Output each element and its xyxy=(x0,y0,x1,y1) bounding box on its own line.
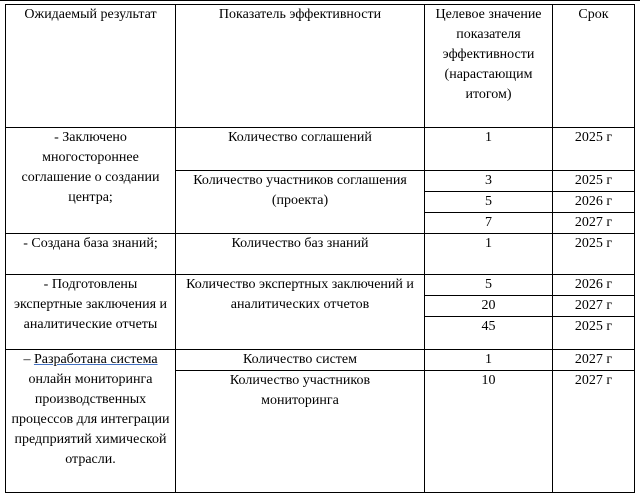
indicator-cell: Количество экспертных заключений и аналитических отчетов xyxy=(176,275,425,350)
term-cell: 2025 г xyxy=(553,234,635,275)
result-cell: - Создана база знаний; xyxy=(6,234,176,275)
value-cell: 20 xyxy=(425,296,553,317)
header-deadline: Срок xyxy=(553,5,635,128)
term-cell: 2027 г xyxy=(553,213,635,234)
result-cell: - Подготовлены экспертные заключения и аналитические отчеты xyxy=(6,275,176,350)
value-cell: 7 xyxy=(425,213,553,234)
efficiency-table xyxy=(5,4,635,493)
table-row xyxy=(6,234,635,275)
indicator-cell: Количество баз знаний xyxy=(176,234,425,275)
value-cell: 10 xyxy=(425,371,553,493)
header-indicator: Показатель эффективности xyxy=(176,5,425,128)
value-cell: 5 xyxy=(425,275,553,296)
result-link[interactable]: Разработана система xyxy=(33,352,158,367)
result-cell: - Заключено многостороннее соглашение о создании центра; xyxy=(6,128,176,234)
indicator-cell: Количество участников соглашения (проекта) xyxy=(176,171,425,234)
table-row xyxy=(6,128,635,171)
header-expected-result: Ожидаемый результат xyxy=(6,5,176,128)
indicator-cell: Количество соглашений xyxy=(176,128,425,171)
term-cell: 2027 г xyxy=(553,296,635,317)
term-cell: 2027 г xyxy=(553,371,635,493)
value-cell: 1 xyxy=(425,350,553,371)
result-cell xyxy=(6,350,176,493)
term-cell: 2027 г xyxy=(553,350,635,371)
header-row xyxy=(6,5,635,128)
value-cell: 1 xyxy=(425,128,553,171)
term-cell: 2025 г xyxy=(553,317,635,350)
term-cell: 2026 г xyxy=(553,192,635,213)
indicator-cell: Количество систем xyxy=(176,350,425,371)
page-top-rule xyxy=(0,0,640,1)
value-cell: 1 xyxy=(425,234,553,275)
table-row xyxy=(6,350,635,371)
header-target-value: Целевое значение показателя эффективности (нарастающим итогом) xyxy=(425,5,553,128)
table-row xyxy=(6,275,635,296)
term-cell: 2025 г xyxy=(553,128,635,171)
value-cell: 5 xyxy=(425,192,553,213)
value-cell: 3 xyxy=(425,171,553,192)
indicator-cell: Количество участников мониторинга xyxy=(176,371,425,493)
value-cell: 45 xyxy=(425,317,553,350)
term-cell: 2026 г xyxy=(553,275,635,296)
result-rest: онлайн мониторинга производственных процессов для интеграции предприятий химической отрасли. xyxy=(11,372,170,467)
term-cell: 2025 г xyxy=(553,171,635,192)
result-prefix: – xyxy=(23,352,34,367)
